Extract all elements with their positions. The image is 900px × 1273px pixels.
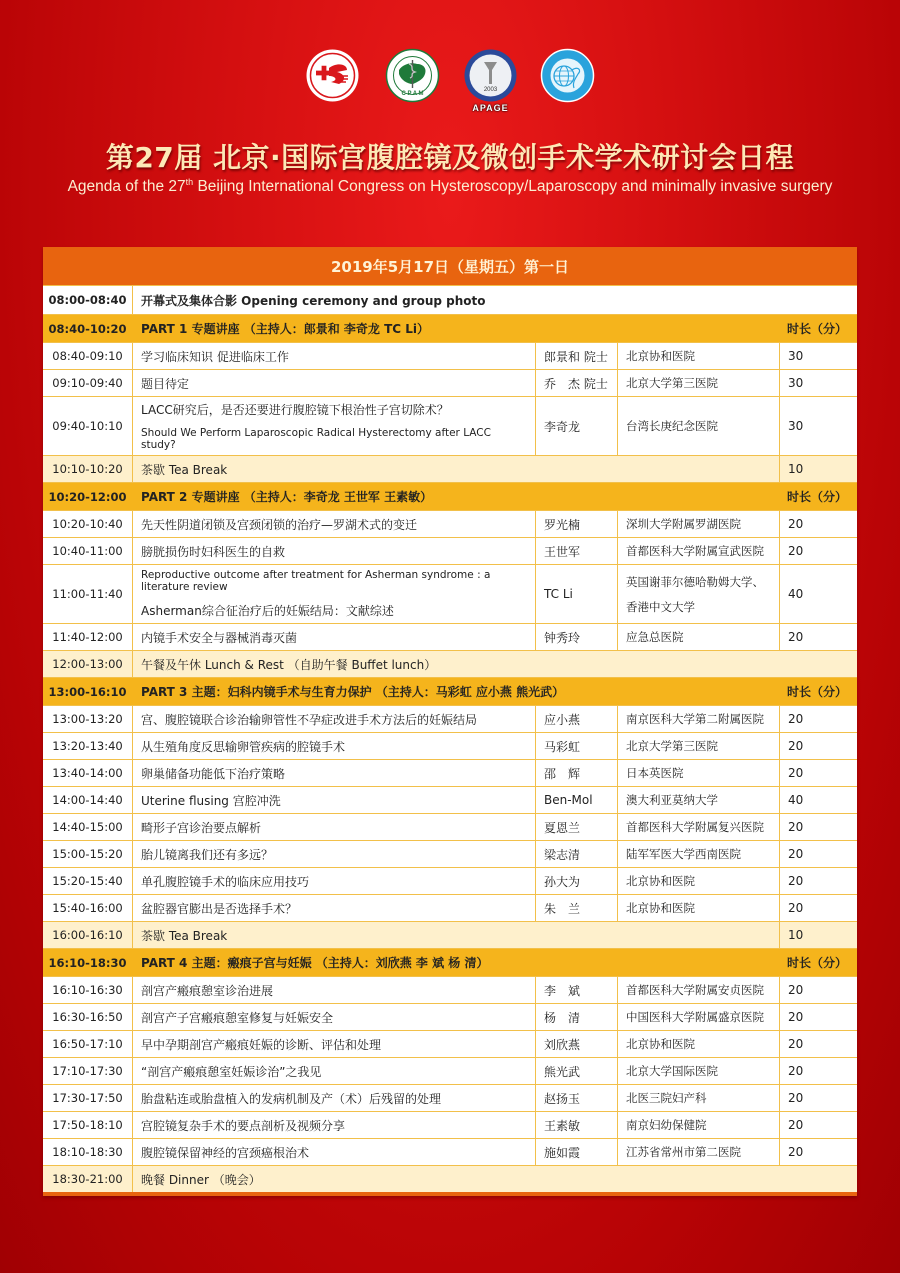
table-row	[43, 759, 857, 786]
section-time: 16:10-18:30	[48, 955, 127, 970]
topic-cell: 盆腔器官膨出是否选择手术？	[132, 895, 535, 921]
institution-cell: 深圳大学附属罗湖医院	[617, 511, 779, 537]
title-en-superscript: th	[185, 177, 194, 187]
duration-header: 时长（分）	[787, 956, 848, 970]
topic-cell: 剖宫产子宫瘢痕憩室修复与妊娠安全	[132, 1004, 535, 1030]
section-time: 13:00-16:10	[48, 684, 127, 699]
institution-cell: 首都医科大学附属复兴医院	[617, 814, 779, 840]
hospital-emblem-icon	[305, 48, 360, 103]
table-row	[43, 342, 857, 369]
topic-cell: 畸形子宫诊治要点解析	[132, 814, 535, 840]
apage-emblem-icon	[463, 48, 518, 103]
topic-cell: 单孔腹腔镜手术的临床应用技巧	[132, 868, 535, 894]
topic-cell: “剖宫产瘢痕憩室妊娠诊治”之我见	[132, 1058, 535, 1084]
topic-cell: Uterine flusing 宫腔冲洗	[132, 787, 535, 813]
table-row	[43, 867, 857, 894]
time-cell: 18:30-21:00	[52, 1172, 123, 1186]
time-cell: 16:30-16:50	[52, 1010, 123, 1024]
institution-subtext: 香港中文大学	[626, 599, 695, 614]
duration-cell: 40	[779, 565, 857, 623]
time-cell: 09:40-10:10	[52, 419, 123, 433]
duration-cell: 20	[779, 1139, 857, 1165]
speaker-cell: 郎景和 院士	[535, 343, 617, 369]
speaker-cell: 李奇龙	[535, 397, 617, 455]
speaker-cell: 马彩虹	[535, 733, 617, 759]
duration-header: 时长（分）	[787, 490, 848, 504]
table-row	[43, 705, 857, 732]
institution-cell: 北医三院妇产科	[617, 1085, 779, 1111]
time-cell: 10:10-10:20	[52, 462, 123, 476]
speaker-cell: 梁志清	[535, 841, 617, 867]
duration-cell: 10	[779, 922, 857, 948]
institution-cell: 北京大学国际医院	[617, 1058, 779, 1084]
duration-cell: 20	[779, 1112, 857, 1138]
institution-cell: 北京协和医院	[617, 868, 779, 894]
topic-cell: 胎儿镜离我们还有多远？	[132, 841, 535, 867]
break-row	[43, 921, 857, 948]
speaker-cell: 孙大为	[535, 868, 617, 894]
time-cell: 10:20-10:40	[52, 517, 123, 531]
duration-cell: 30	[779, 397, 857, 455]
page-title-chinese: 第27届 北京·国际宫腹腔镜及微创手术学术研讨会日程	[105, 141, 795, 174]
duration-cell: 20	[779, 538, 857, 564]
time-cell: 13:20-13:40	[52, 739, 123, 753]
duration-cell: 20	[779, 511, 857, 537]
time-cell: 17:50-18:10	[52, 1118, 123, 1132]
institution-cell: 江苏省常州市第二医院	[617, 1139, 779, 1165]
duration-cell: 20	[779, 1004, 857, 1030]
table-row	[43, 1030, 857, 1057]
duration-cell: 30	[779, 343, 857, 369]
opening-row	[43, 285, 857, 314]
table-row	[43, 564, 857, 623]
topic-cell: 膀胱损伤时妇科医生的自救	[132, 538, 535, 564]
time-cell: 15:40-16:00	[52, 901, 123, 915]
table-row	[43, 976, 857, 1003]
duration-cell: 20	[779, 814, 857, 840]
cpam-logo	[385, 48, 440, 103]
time-cell: 17:10-17:30	[52, 1064, 123, 1078]
duration-cell: 20	[779, 1058, 857, 1084]
section-title: PART 4 主题：瘢痕子宫与妊娠 （主持人：刘欣燕 李 斌 杨 清）	[132, 949, 779, 976]
table-row	[43, 510, 857, 537]
apage-label: APAGE	[472, 103, 509, 113]
section-row-part-2	[43, 482, 857, 510]
topic-subtext: Should We Perform Laparoscopic Radical Hysterectomy after LACC study?	[141, 427, 491, 451]
duration-cell: 20	[779, 977, 857, 1003]
globe-emblem-icon	[540, 48, 595, 103]
institution-text: 英国谢菲尔德哈勒姆大学、	[626, 574, 764, 589]
time-cell: 18:10-18:30	[52, 1145, 123, 1159]
time-cell: 16:10-16:30	[52, 983, 123, 997]
break-title: 茶歇 Tea Break	[132, 456, 779, 482]
duration-cell: 20	[779, 868, 857, 894]
title-en-suffix: Beijing International Congress on Hysteroscopy/Laparoscopy and minimally invasive surgery	[193, 178, 833, 196]
speaker-cell: 王世军	[535, 538, 617, 564]
table-row	[43, 732, 857, 759]
duration-cell: 20	[779, 733, 857, 759]
table-row	[43, 1003, 857, 1030]
peking-1999-hospital-logo	[305, 48, 360, 103]
topic-cell: 胎盘粘连或胎盘植入的发病机制及产（术）后残留的处理	[132, 1085, 535, 1111]
topic-cell	[132, 397, 535, 455]
institution-cell: 陆军军医大学西南医院	[617, 841, 779, 867]
table-row	[43, 1138, 857, 1165]
break-row	[43, 455, 857, 482]
topic-cell: 内镜手术安全与器械消毒灭菌	[132, 624, 535, 650]
section-time: 08:40-10:20	[48, 321, 127, 336]
institution-cell: 台湾长庚纪念医院	[617, 397, 779, 455]
speaker-cell: 朱 兰	[535, 895, 617, 921]
table-row	[43, 623, 857, 650]
table-row	[43, 1084, 857, 1111]
time-cell: 09:10-09:40	[52, 376, 123, 390]
institution-cell: 南京医科大学第二附属医院	[617, 706, 779, 732]
time-cell: 10:40-11:00	[52, 544, 123, 558]
institution-cell: 南京妇幼保健院	[617, 1112, 779, 1138]
speaker-cell: TC Li	[535, 565, 617, 623]
duration-cell: 20	[779, 706, 857, 732]
topic-cell: 题目待定	[132, 370, 535, 396]
time-cell: 13:00-13:20	[52, 712, 123, 726]
topic-cell: 腹腔镜保留神经的宫颈癌根治术	[132, 1139, 535, 1165]
section-row-part-1	[43, 314, 857, 342]
duration-cell: 20	[779, 624, 857, 650]
time-cell: 08:40-09:10	[52, 349, 123, 363]
institution-cell: 北京协和医院	[617, 895, 779, 921]
table-row	[43, 396, 857, 455]
break-row	[43, 650, 857, 677]
international-school-logo	[540, 48, 595, 103]
topic-cell	[132, 565, 535, 623]
day-header: 2019年5月17日（星期五）第一日	[43, 247, 857, 285]
institution-cell: 中国医科大学附属盛京医院	[617, 1004, 779, 1030]
opening-title: 开幕式及集体合影 Opening ceremony and group photo	[132, 286, 857, 314]
duration-cell: 20	[779, 1085, 857, 1111]
institution-cell: 澳大利亚莫纳大学	[617, 787, 779, 813]
speaker-cell: 乔 杰 院士	[535, 370, 617, 396]
topic-text: LACC研究后，是否还要进行腹腔镜下根治性子宫切除术？	[141, 403, 449, 417]
speaker-cell: 杨 清	[535, 1004, 617, 1030]
section-row-part-4	[43, 948, 857, 976]
table-row	[43, 813, 857, 840]
institution-cell: 首都医科大学附属安贞医院	[617, 977, 779, 1003]
topic-cell: 学习临床知识 促进临床工作	[132, 343, 535, 369]
topic-cell: 剖宫产瘢痕憩室诊治进展	[132, 977, 535, 1003]
time-cell: 11:40-12:00	[52, 630, 123, 644]
speaker-cell: 夏恩兰	[535, 814, 617, 840]
duration-cell: 30	[779, 370, 857, 396]
section-row-part-3	[43, 677, 857, 705]
time-cell: 15:20-15:40	[52, 874, 123, 888]
speaker-cell: 熊光武	[535, 1058, 617, 1084]
institution-cell: 北京大学第三医院	[617, 370, 779, 396]
table-row	[43, 369, 857, 396]
section-title: PART 3 主题：妇科内镜手术与生育力保护 （主持人：马彩虹 应小燕 熊光武）	[132, 678, 779, 705]
speaker-cell: 罗光楠	[535, 511, 617, 537]
break-title: 茶歇 Tea Break	[132, 922, 779, 948]
time-cell: 15:00-15:20	[52, 847, 123, 861]
topic-subtext: Asherman综合征治疗后的妊娠结局：文献综述	[141, 604, 394, 618]
table-row	[43, 894, 857, 921]
table-row	[43, 1111, 857, 1138]
institution-cell: 北京大学第三医院	[617, 733, 779, 759]
time-cell: 14:00-14:40	[52, 793, 123, 807]
time-cell: 16:00-16:10	[52, 928, 123, 942]
duration-header: 时长（分）	[787, 322, 848, 336]
topic-cell: 宫腔镜复杂手术的要点剖析及视频分享	[132, 1112, 535, 1138]
apage-logo	[463, 48, 518, 113]
time-cell: 16:50-17:10	[52, 1037, 123, 1051]
speaker-cell: 李 斌	[535, 977, 617, 1003]
break-title: 晚餐 Dinner （晚会）	[132, 1166, 857, 1192]
duration-cell: 20	[779, 895, 857, 921]
page-title-english	[0, 177, 900, 196]
topic-cell: 宫、腹腔镜联合诊治输卵管性不孕症改进手术方法后的妊娠结局	[132, 706, 535, 732]
duration-cell: 10	[779, 456, 857, 482]
speaker-cell: 应小燕	[535, 706, 617, 732]
agenda-table	[43, 247, 857, 1196]
time-cell: 08:00-08:40	[48, 293, 127, 307]
duration-cell: 20	[779, 1031, 857, 1057]
topic-cell: 先天性阴道闭锁及宫颈闭锁的治疗—罗湖术式的变迁	[132, 511, 535, 537]
speaker-cell: 赵扬玉	[535, 1085, 617, 1111]
institution-cell	[617, 565, 779, 623]
institution-cell: 日本英医院	[617, 760, 779, 786]
time-cell: 12:00-13:00	[52, 657, 123, 671]
break-title: 午餐及午休 Lunch & Rest （自助午餐 Buffet lunch）	[132, 651, 857, 677]
table-row	[43, 786, 857, 813]
speaker-cell: 施如霞	[535, 1139, 617, 1165]
section-title: PART 2 专题讲座 （主持人：李奇龙 王世军 王素敏）	[132, 483, 779, 510]
logo-bar	[0, 48, 900, 118]
duration-cell: 40	[779, 787, 857, 813]
speaker-cell: 刘欣燕	[535, 1031, 617, 1057]
duration-cell: 20	[779, 760, 857, 786]
institution-cell: 应急总医院	[617, 624, 779, 650]
topic-cell: 从生殖角度反思输卵管疾病的腔镜手术	[132, 733, 535, 759]
section-title: PART 1 专题讲座 （主持人：郎景和 李奇龙 TC Li）	[132, 315, 779, 342]
table-row	[43, 537, 857, 564]
break-row	[43, 1165, 857, 1192]
time-cell: 13:40-14:00	[52, 766, 123, 780]
institution-cell: 北京协和医院	[617, 343, 779, 369]
svg-text:C P A M: C P A M	[401, 91, 424, 97]
cpam-emblem-icon	[385, 48, 440, 103]
time-cell: 11:00-11:40	[52, 587, 123, 601]
speaker-cell: 王素敏	[535, 1112, 617, 1138]
svg-text:2003: 2003	[483, 87, 498, 93]
topic-text: Reproductive outcome after treatment for Asherman syndrome : a literature review	[141, 569, 491, 593]
speaker-cell: 钟秀玲	[535, 624, 617, 650]
table-row	[43, 840, 857, 867]
title-en-prefix: Agenda of the 27	[67, 178, 186, 196]
table-row	[43, 1057, 857, 1084]
duration-cell: 20	[779, 841, 857, 867]
time-cell: 14:40-15:00	[52, 820, 123, 834]
speaker-cell: Ben-Mol	[535, 787, 617, 813]
duration-header: 时长（分）	[787, 685, 848, 699]
topic-cell: 卵巢储备功能低下治疗策略	[132, 760, 535, 786]
institution-cell: 首都医科大学附属宣武医院	[617, 538, 779, 564]
speaker-cell: 邵 辉	[535, 760, 617, 786]
institution-cell: 北京协和医院	[617, 1031, 779, 1057]
section-time: 10:20-12:00	[48, 489, 127, 504]
topic-cell: 早中孕期剖宫产瘢痕妊娠的诊断、评估和处理	[132, 1031, 535, 1057]
time-cell: 17:30-17:50	[52, 1091, 123, 1105]
